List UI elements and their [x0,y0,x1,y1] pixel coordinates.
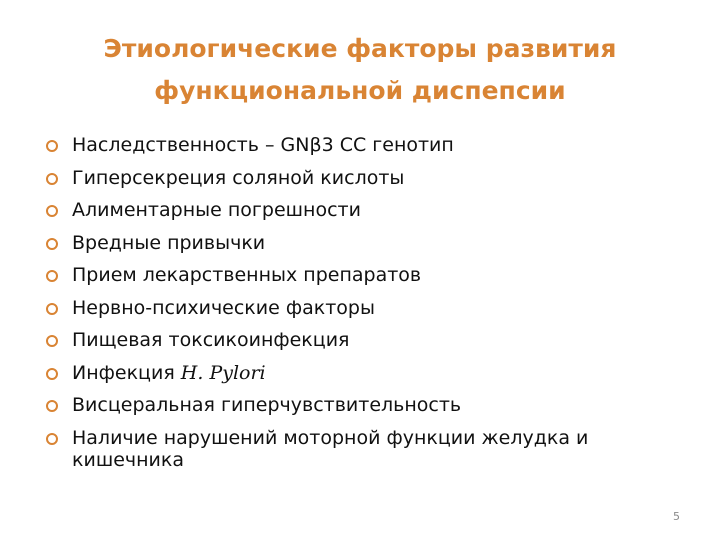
hollow-circle-icon [46,270,58,282]
hollow-circle-icon [46,335,58,347]
hollow-circle-icon [46,238,58,250]
hollow-circle-icon [46,173,58,185]
bullet-text: Инфекция [72,361,181,384]
bullet-item-h-pylori [46,362,666,384]
bullet-text: Прием лекарственных препаратов [72,264,422,286]
bullet-text: Наличие нарушений моторной функции желудка и кишечника [72,426,589,471]
bullet-text: Гиперсекреция соляной кислоты [72,166,405,189]
bullet-text: Алиментарные погрешности [72,199,361,221]
bullet-item-alimentary [46,199,666,221]
hollow-circle-icon [46,303,58,315]
bullet-text: Вредные привычки [72,231,266,254]
page-number: 5 [673,510,680,523]
hollow-circle-icon [46,205,58,217]
slide-title-line-1: Этиологические факторы развития [103,34,617,63]
bullet-item-neuropsychic [46,297,666,319]
bullet-item-visceral-hypersensitivity [46,394,666,416]
bullet-item-food-toxicoinfection [46,329,666,351]
bullet-text: Пищевая токсикоинфекция [72,329,350,351]
bullet-text: Нервно-психические факторы [72,296,375,319]
bullet-item-habits [46,232,666,254]
bullet-item-medications [46,264,666,286]
bullet-text-italic: H. Pylori [180,361,266,384]
bullet-list [46,134,666,481]
bullet-text: Висцеральная гиперчувствительность [72,394,462,416]
slide-title [40,28,680,112]
bullet-item-heredity [46,134,666,156]
bullet-item-motor-dysfunction [46,427,666,471]
hollow-circle-icon [46,433,58,445]
bullet-item-hypersecretion [46,167,666,189]
hollow-circle-icon [46,140,58,152]
slide-title-line-2: функциональной диспепсии [154,76,566,105]
hollow-circle-icon [46,368,58,380]
bullet-text: Наследственность – GNβ3 CC генотип [72,134,454,156]
hollow-circle-icon [46,400,58,412]
